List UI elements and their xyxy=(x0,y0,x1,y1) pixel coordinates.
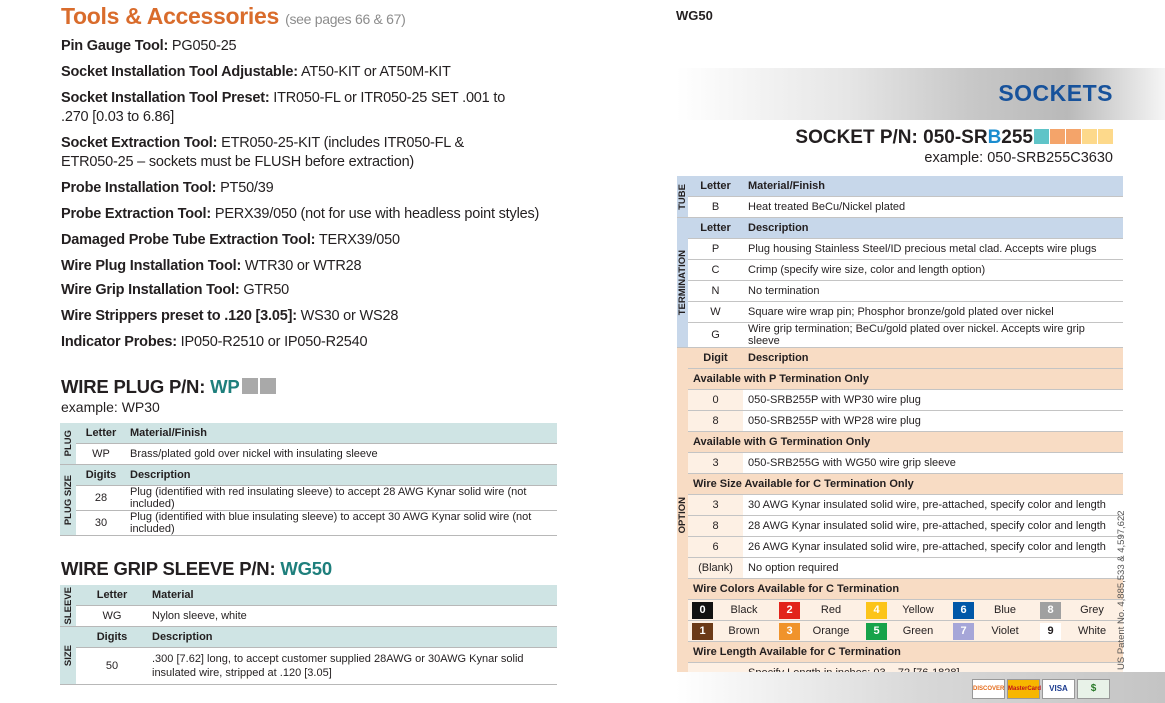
wire-color-digit: 6 xyxy=(953,602,974,619)
cell: Heat treated BeCu/Nickel plated xyxy=(743,197,1123,218)
side-label xyxy=(60,627,76,685)
col-header: Description xyxy=(743,218,1123,239)
side-label xyxy=(677,218,688,348)
tool-value: TERX39/050 xyxy=(315,232,400,248)
pn-color-box xyxy=(1050,129,1065,144)
cell: No option required xyxy=(743,558,1123,579)
wire-color-name: Yellow xyxy=(902,604,934,616)
discover-card-icon: DISCOVER xyxy=(972,679,1005,699)
cell: 050-SRB255P with WP30 wire plug xyxy=(743,390,1123,411)
side-label-text: PLUG xyxy=(62,430,74,457)
wire-color-digit: 7 xyxy=(953,623,974,640)
cell: 26 AWG Kynar insulated solid wire, pre-attached, specify color and length xyxy=(743,537,1123,558)
wire-color-name: Brown xyxy=(728,625,760,637)
tool-value: PG050-25 xyxy=(168,38,237,54)
tool-label: Probe Extraction Tool: xyxy=(61,206,212,222)
table-row xyxy=(677,302,1123,323)
wire-color-name: Green xyxy=(902,625,934,637)
side-label-text: OPTION xyxy=(677,497,688,534)
tool-value: PT50/39 xyxy=(216,180,274,196)
wire-color-name: Orange xyxy=(812,625,850,637)
table-row xyxy=(677,411,1123,432)
sockets-table xyxy=(677,176,1123,684)
cell: 050-SRB255P with WP28 wire plug xyxy=(743,411,1123,432)
cell: 3 xyxy=(688,495,743,516)
cell: 8 xyxy=(688,516,743,537)
wire-color-item xyxy=(953,623,1036,640)
wire-color-digit: 0 xyxy=(692,602,713,619)
wire-color-name: Violet xyxy=(991,625,1019,637)
cell: Crimp (specify wire size, color and length option) xyxy=(743,260,1123,281)
col-header: Description xyxy=(743,348,1123,369)
side-label-text: SLEEVE xyxy=(62,586,74,625)
wire-color-name: Black xyxy=(730,604,758,616)
option-subheader: Wire Length Available for C Termination xyxy=(688,642,1123,663)
table-row xyxy=(677,453,1123,474)
wire-color-digit: 2 xyxy=(779,602,800,619)
cell: P xyxy=(688,239,743,260)
tool-label: Indicator Probes: xyxy=(61,334,177,350)
table-row xyxy=(677,537,1123,558)
cell: 30 AWG Kynar insulated solid wire, pre-attached, specify color and length xyxy=(743,495,1123,516)
cell: No termination xyxy=(743,281,1123,302)
table-row xyxy=(677,516,1123,537)
cell: 30 xyxy=(76,511,126,536)
tool-item xyxy=(61,257,361,276)
tool-value: ITR050-FL or ITR050-25 SET .001 to .270 [0.03 to 6.86] xyxy=(61,90,506,125)
wire-color-name: Grey xyxy=(1080,604,1104,616)
pn-color-box xyxy=(1034,129,1049,144)
cell: Plug (identified with blue insulating sleeve) to accept 30 AWG Kynar solid wire (not included) xyxy=(126,511,557,536)
wire-color-item xyxy=(779,623,862,640)
cell: B xyxy=(688,197,743,218)
pn-placeholder-box xyxy=(242,378,258,394)
cell: 28 xyxy=(76,486,126,511)
side-label xyxy=(60,465,76,536)
tool-label: Probe Installation Tool: xyxy=(61,180,217,196)
tool-value: PERX39/050 (not for use with headless point styles) xyxy=(211,206,540,222)
side-label xyxy=(677,176,688,218)
cell: 28 AWG Kynar insulated solid wire, pre-attached, specify color and length xyxy=(743,516,1123,537)
sockets-banner-title: SOCKETS xyxy=(998,80,1113,106)
cell: (Blank) xyxy=(688,558,743,579)
tool-item xyxy=(61,205,561,224)
color-row-cell xyxy=(688,621,1123,642)
col-header: Description xyxy=(148,627,557,648)
wire-grip-title-text: WIRE GRIP SLEEVE P/N: xyxy=(61,558,281,579)
table-row xyxy=(60,511,557,536)
table-row xyxy=(677,239,1123,260)
side-label xyxy=(60,585,76,627)
wire-color-item xyxy=(779,602,862,619)
color-row xyxy=(677,600,1123,621)
table-row xyxy=(677,323,1123,348)
table-row xyxy=(677,390,1123,411)
tool-value: IP050-R2510 or IP050-R2540 xyxy=(176,334,368,350)
socket-example: example: 050-SRB255C3630 xyxy=(924,150,1113,166)
tool-item xyxy=(61,179,274,198)
table-row xyxy=(677,281,1123,302)
side-label xyxy=(60,423,76,465)
wire-plug-title xyxy=(61,376,276,398)
col-header: Letter xyxy=(688,176,743,197)
wire-color-item xyxy=(692,602,775,619)
cell: WP xyxy=(76,444,126,465)
tool-value: WTR30 or WTR28 xyxy=(241,258,362,274)
col-header: Material xyxy=(148,585,557,606)
side-label-text: SIZE xyxy=(62,644,74,667)
cell: Square wire wrap pin; Phosphor bronze/gold plated over nickel xyxy=(743,302,1123,323)
tool-label: Socket Installation Tool Adjustable: xyxy=(61,64,298,80)
payment-cards xyxy=(972,679,1112,699)
socket-pn xyxy=(795,127,1113,149)
side-label-text: TERMINATION xyxy=(677,249,688,316)
cell: 8 xyxy=(688,411,743,432)
wire-grip-table xyxy=(60,585,557,685)
wire-grip-title xyxy=(61,558,332,580)
cell: N xyxy=(688,281,743,302)
table-row xyxy=(677,558,1123,579)
wire-plug-example: example: WP30 xyxy=(61,399,160,415)
tool-value: WS30 or WS28 xyxy=(296,308,399,324)
socket-pn-prefix: SOCKET P/N: 050-SR xyxy=(795,127,988,148)
wire-color-item xyxy=(692,623,775,640)
tool-label: Wire Grip Installation Tool: xyxy=(61,282,240,298)
wire-color-digit: 3 xyxy=(779,623,800,640)
patent-note xyxy=(1116,510,1131,670)
patent-text: US Patent No. 4,885,533 & 4,597,622 xyxy=(1116,510,1127,670)
table-row xyxy=(677,197,1123,218)
tool-item xyxy=(61,231,400,250)
pn-color-box xyxy=(1098,129,1113,144)
tool-value: GTR50 xyxy=(239,282,290,298)
tool-value: AT50-KIT or AT50M-KIT xyxy=(297,64,451,80)
side-label xyxy=(677,348,688,684)
tool-label: Socket Installation Tool Preset: xyxy=(61,90,270,106)
cell: W xyxy=(688,302,743,323)
col-header: Description xyxy=(126,465,557,486)
table-row xyxy=(60,606,557,627)
tool-label: Pin Gauge Tool: xyxy=(61,38,169,54)
wire-color-item xyxy=(866,602,949,619)
tool-item xyxy=(61,307,398,326)
socket-pn-b: B xyxy=(987,127,1002,148)
wire-color-item xyxy=(866,623,949,640)
tool-label: Damaged Probe Tube Extraction Tool: xyxy=(61,232,316,248)
cell: Plug (identified with red insulating sleeve) to accept 28 AWG Kynar solid wire (not included) xyxy=(126,486,557,511)
wire-plug-table xyxy=(60,423,557,536)
cash-icon: $ xyxy=(1077,679,1110,699)
cell: 050-SRB255G with WG50 wire grip sleeve xyxy=(743,453,1123,474)
tool-value: ETR050-25-KIT (includes ITR050-FL & ETR050-25 – sockets must be FLUSH before extraction) xyxy=(61,135,464,170)
option-subheader: Wire Colors Available for C Termination xyxy=(688,579,1123,600)
table-row xyxy=(60,486,557,511)
cell: WG xyxy=(76,606,148,627)
col-header: Digit xyxy=(688,348,743,369)
tool-item xyxy=(61,281,289,300)
tools-title xyxy=(61,3,405,30)
tool-label: Socket Extraction Tool: xyxy=(61,135,218,151)
pn-color-box xyxy=(1066,129,1081,144)
cell: 50 xyxy=(76,648,148,685)
option-subheader: Available with G Termination Only xyxy=(688,432,1123,453)
mastercard-icon: MasterCard xyxy=(1007,679,1040,699)
cell: Brass/plated gold over nickel with insulating sleeve xyxy=(126,444,557,465)
cell: Plug housing Stainless Steel/ID precious metal clad. Accepts wire plugs xyxy=(743,239,1123,260)
option-subheader: Wire Size Available for C Termination Only xyxy=(688,474,1123,495)
tools-title-text: Tools & Accessories xyxy=(61,3,279,29)
col-header: Digits xyxy=(76,465,126,486)
wire-color-name: White xyxy=(1077,625,1107,637)
table-row xyxy=(677,260,1123,281)
pn-placeholder-box xyxy=(260,378,276,394)
tool-item xyxy=(61,63,451,82)
wg50-top-label: WG50 xyxy=(676,8,713,23)
wire-plug-title-text: WIRE PLUG P/N: xyxy=(61,376,211,397)
wire-color-item xyxy=(1040,602,1123,619)
tools-see-pages: (see pages 66 & 67) xyxy=(285,11,406,27)
wire-plug-pn: WP xyxy=(210,376,240,397)
wire-color-item xyxy=(953,602,1036,619)
wire-color-digit: 5 xyxy=(866,623,887,640)
tool-label: Wire Strippers preset to .120 [3.05]: xyxy=(61,308,297,324)
pn-color-box xyxy=(1082,129,1097,144)
col-header: Material/Finish xyxy=(126,423,557,444)
tool-item xyxy=(61,333,367,352)
col-header: Letter xyxy=(76,423,126,444)
cell: 0 xyxy=(688,390,743,411)
tool-label: Wire Plug Installation Tool: xyxy=(61,258,242,274)
tool-item xyxy=(61,89,511,127)
pn-color-boxes xyxy=(1033,127,1113,148)
wire-grip-pn: WG50 xyxy=(280,558,332,579)
wire-color-name: Red xyxy=(820,604,842,616)
cell: G xyxy=(688,323,743,348)
cell: 3 xyxy=(688,453,743,474)
cell: 6 xyxy=(688,537,743,558)
side-label-text: PLUG SIZE xyxy=(62,474,74,526)
cell: C xyxy=(688,260,743,281)
wire-color-digit: 1 xyxy=(692,623,713,640)
tool-item xyxy=(61,134,481,172)
wire-color-digit: 9 xyxy=(1040,623,1061,640)
table-row xyxy=(677,495,1123,516)
side-label-text: TUBE xyxy=(677,183,688,210)
col-header: Material/Finish xyxy=(743,176,1123,197)
cell: Wire grip termination; BeCu/gold plated over nickel. Accepts wire grip sleeve xyxy=(743,323,1123,348)
wire-color-digit: 8 xyxy=(1040,602,1061,619)
socket-pn-suffix: 255 xyxy=(1001,127,1033,148)
cell: Nylon sleeve, white xyxy=(148,606,557,627)
table-row xyxy=(60,444,557,465)
color-row-cell xyxy=(688,600,1123,621)
wire-color-digit: 4 xyxy=(866,602,887,619)
col-header: Letter xyxy=(76,585,148,606)
table-row xyxy=(60,648,557,685)
wire-color-name: Blue xyxy=(993,604,1017,616)
visa-card-icon: VISA xyxy=(1042,679,1075,699)
option-subheader: Available with P Termination Only xyxy=(688,369,1123,390)
tool-item xyxy=(61,37,236,56)
col-header: Letter xyxy=(688,218,743,239)
color-row xyxy=(677,621,1123,642)
col-header: Digits xyxy=(76,627,148,648)
wire-color-item xyxy=(1040,623,1123,640)
cell: .300 [7.62] long, to accept customer supplied 28AWG or 30AWG Kynar solid insulated wire, stripped at .120 [3.05] xyxy=(148,648,557,685)
